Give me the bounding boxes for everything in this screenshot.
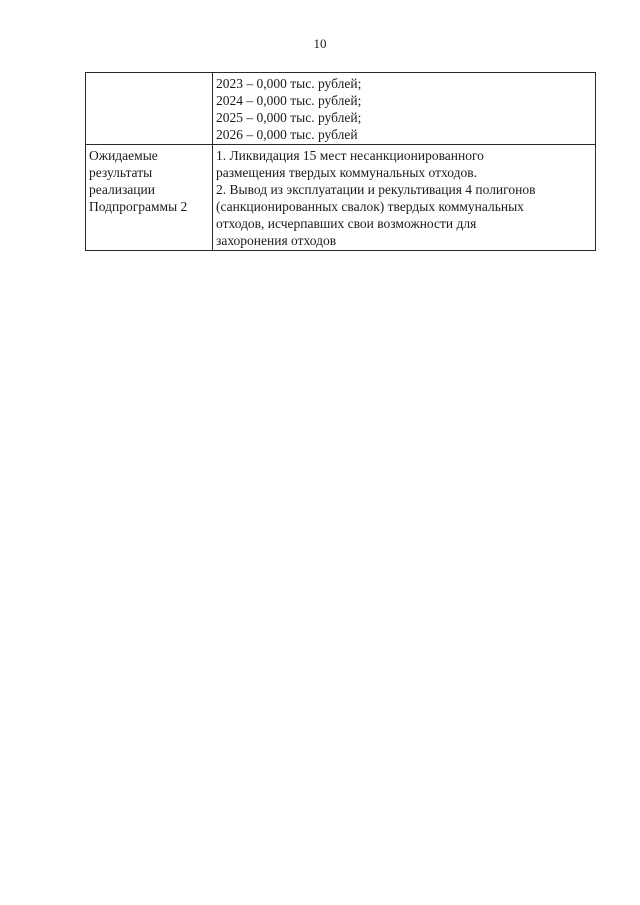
result-line: (санкционированных свалок) твердых коммунальных [216, 199, 524, 214]
funding-year-2023: 2023 – 0,000 тыс. рублей; [216, 76, 362, 91]
funding-year-2026: 2026 – 0,000 тыс. рублей [216, 127, 358, 142]
table-cell-label-empty [86, 73, 213, 145]
label-line: Подпрограммы 2 [89, 199, 188, 214]
result-line: размещения твердых коммунальных отходов. [216, 165, 477, 180]
label-line: реализации [89, 182, 155, 197]
result-line: 2. Вывод из эксплуатации и рекультивация 4 полигонов [216, 182, 536, 197]
label-line: Ожидаемые [89, 148, 158, 163]
table-cell-funding-by-year [213, 73, 596, 145]
program-passport-table [85, 72, 596, 251]
result-line: 1. Ликвидация 15 мест несанкционированного [216, 148, 484, 163]
table-cell-expected-results [213, 145, 596, 251]
label-line: результаты [89, 165, 153, 180]
result-line: отходов, исчерпавших свои возможности для [216, 216, 477, 231]
table-row-expected-results [86, 145, 596, 251]
funding-year-2024: 2024 – 0,000 тыс. рублей; [216, 93, 362, 108]
table-cell-label-expected-results [86, 145, 213, 251]
funding-year-2025: 2025 – 0,000 тыс. рублей; [216, 110, 362, 125]
page-number: 10 [313, 36, 327, 51]
table-row-funding-continuation [86, 73, 596, 145]
result-line: захоронения отходов [216, 233, 337, 248]
